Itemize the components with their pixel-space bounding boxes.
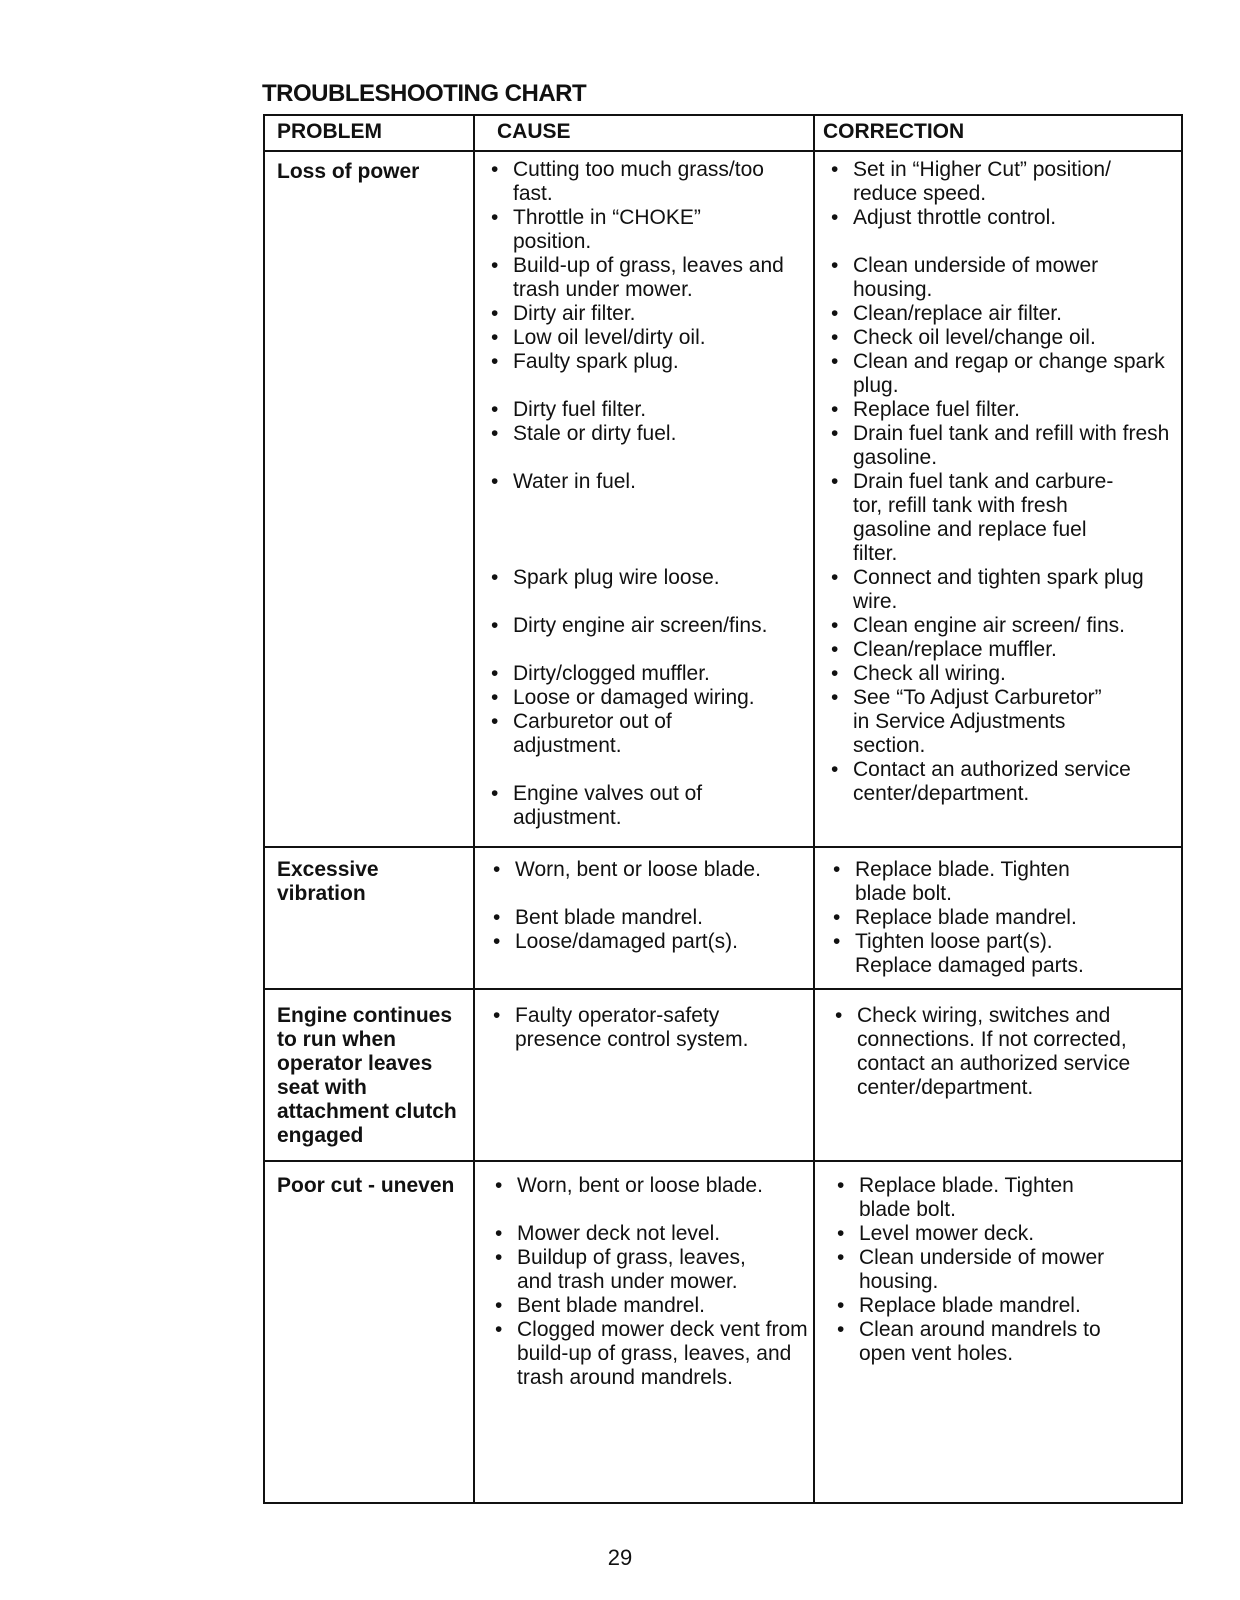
cause-item: • Dirty air filter. [483, 302, 809, 326]
cause-item: • Carburetor out of adjustment. [483, 710, 713, 758]
cause-item: • Clogged mower deck vent from build-up of grass, leaves, and trash around mandrels. [487, 1318, 817, 1390]
correction-list [829, 1174, 1169, 1366]
problem-loss-of-power: Loss of power [277, 160, 420, 183]
correction-item: • Contact an authorized service center/department. [823, 758, 1143, 806]
correction-list [827, 1004, 1177, 1100]
cause-item: • Low oil level/dirty oil. [483, 326, 809, 350]
correction-list [825, 858, 1165, 978]
correction-item: • Level mower deck. [829, 1222, 1169, 1246]
cause-list [485, 858, 811, 954]
cause-item: • Stale or dirty fuel. [483, 422, 809, 446]
cause-list [485, 1004, 811, 1052]
row-divider [265, 846, 1181, 848]
cause-item: • Throttle in “CHOKE” position. [483, 206, 743, 254]
cause-item: • Faulty spark plug. [483, 350, 809, 374]
correction-item: • Tighten loose part(s). Replace damaged parts. [825, 930, 1105, 978]
correction-item: • Replace fuel filter. [823, 398, 1173, 422]
correction-item: • Replace blade mandrel. [825, 906, 1165, 930]
header-correction: CORRECTION [823, 120, 965, 143]
cause-item: • Loose/damaged part(s). [485, 930, 811, 954]
correction-item: • Set in “Higher Cut” position/ reduce speed. [823, 158, 1173, 206]
correction-item: • Clean around mandrels to open vent holes. [829, 1318, 1149, 1366]
correction-item: • Clean and regap or change spark plug. [823, 350, 1173, 398]
cause-item: • Dirty fuel filter. [483, 398, 809, 422]
cause-item: • Spark plug wire loose. [483, 566, 809, 590]
header-cause: CAUSE [497, 120, 571, 143]
cause-list [483, 158, 809, 830]
cause-item: • Cutting too much grass/too fast. [483, 158, 809, 206]
correction-item: • Clean/replace air filter. [823, 302, 1173, 326]
correction-item: • Adjust throttle control. [823, 206, 1173, 230]
cause-item: • Build-up of grass, leaves and trash under mower. [483, 254, 809, 302]
cause-item: • Water in fuel. [483, 470, 809, 494]
troubleshooting-table [263, 114, 1183, 1504]
header-problem: PROBLEM [277, 120, 382, 143]
cause-list [487, 1174, 811, 1390]
cause-item: • Mower deck not level. [487, 1222, 811, 1246]
problem-excessive-vibration: Excessive vibration [277, 858, 379, 905]
correction-item: • Clean engine air screen/ fins. [823, 614, 1173, 638]
cause-item: • Faulty operator-safety presence control system. [485, 1004, 785, 1052]
problem-poor-cut-uneven: Poor cut - uneven [277, 1174, 455, 1197]
cause-item: • Bent blade mandrel. [487, 1294, 811, 1318]
cause-item: • Dirty/clogged muffler. [483, 662, 809, 686]
column-divider-correction [813, 116, 815, 1502]
correction-item: • Check wiring, switches and connections. If not corrected, contact an authorized service center/department. [827, 1004, 1177, 1100]
cause-item: • Engine valves out of adjustment. [483, 782, 743, 830]
correction-list [823, 158, 1173, 806]
correction-item: • Drain fuel tank and refill with fresh gasoline. [823, 422, 1173, 470]
correction-item: • Replace blade. Tighten blade bolt. [829, 1174, 1119, 1222]
row-divider [265, 1160, 1181, 1162]
cause-item: • Loose or damaged wiring. [483, 686, 809, 710]
page-number: 29 [607, 1545, 633, 1570]
correction-item: • Replace blade mandrel. [829, 1294, 1169, 1318]
chart-title: TROUBLESHOOTING CHART [262, 80, 587, 107]
cause-item: • Bent blade mandrel. [485, 906, 811, 930]
correction-item: • Drain fuel tank and carbure- tor, refill tank with fresh gasoline and replace fuel filter. [823, 470, 1123, 566]
correction-item: • Check all wiring. [823, 662, 1173, 686]
correction-item: • Replace blade. Tighten blade bolt. [825, 858, 1075, 906]
cause-item: • Worn, bent or loose blade. [487, 1174, 811, 1198]
cause-item: • Worn, bent or loose blade. [485, 858, 811, 882]
correction-item: • Clean underside of mower housing. [823, 254, 1173, 302]
correction-item: • Clean/replace muffler. [823, 638, 1173, 662]
correction-item: • Clean underside of mower housing. [829, 1246, 1149, 1294]
cause-item: • Buildup of grass, leaves, and trash under mower. [487, 1246, 777, 1294]
correction-item: • Check oil level/change oil. [823, 326, 1173, 350]
problem-engine-continues: Engine continues to run when operator leaves seat with attachment clutch engaged [277, 1004, 457, 1147]
header-divider [265, 150, 1181, 152]
cause-item: • Dirty engine air screen/fins. [483, 614, 809, 638]
correction-item: • See “To Adjust Carburetor” in Service Adjustments section. [823, 686, 1123, 758]
row-divider [265, 988, 1181, 990]
column-divider-cause [473, 116, 475, 1502]
correction-item: • Connect and tighten spark plug wire. [823, 566, 1173, 614]
